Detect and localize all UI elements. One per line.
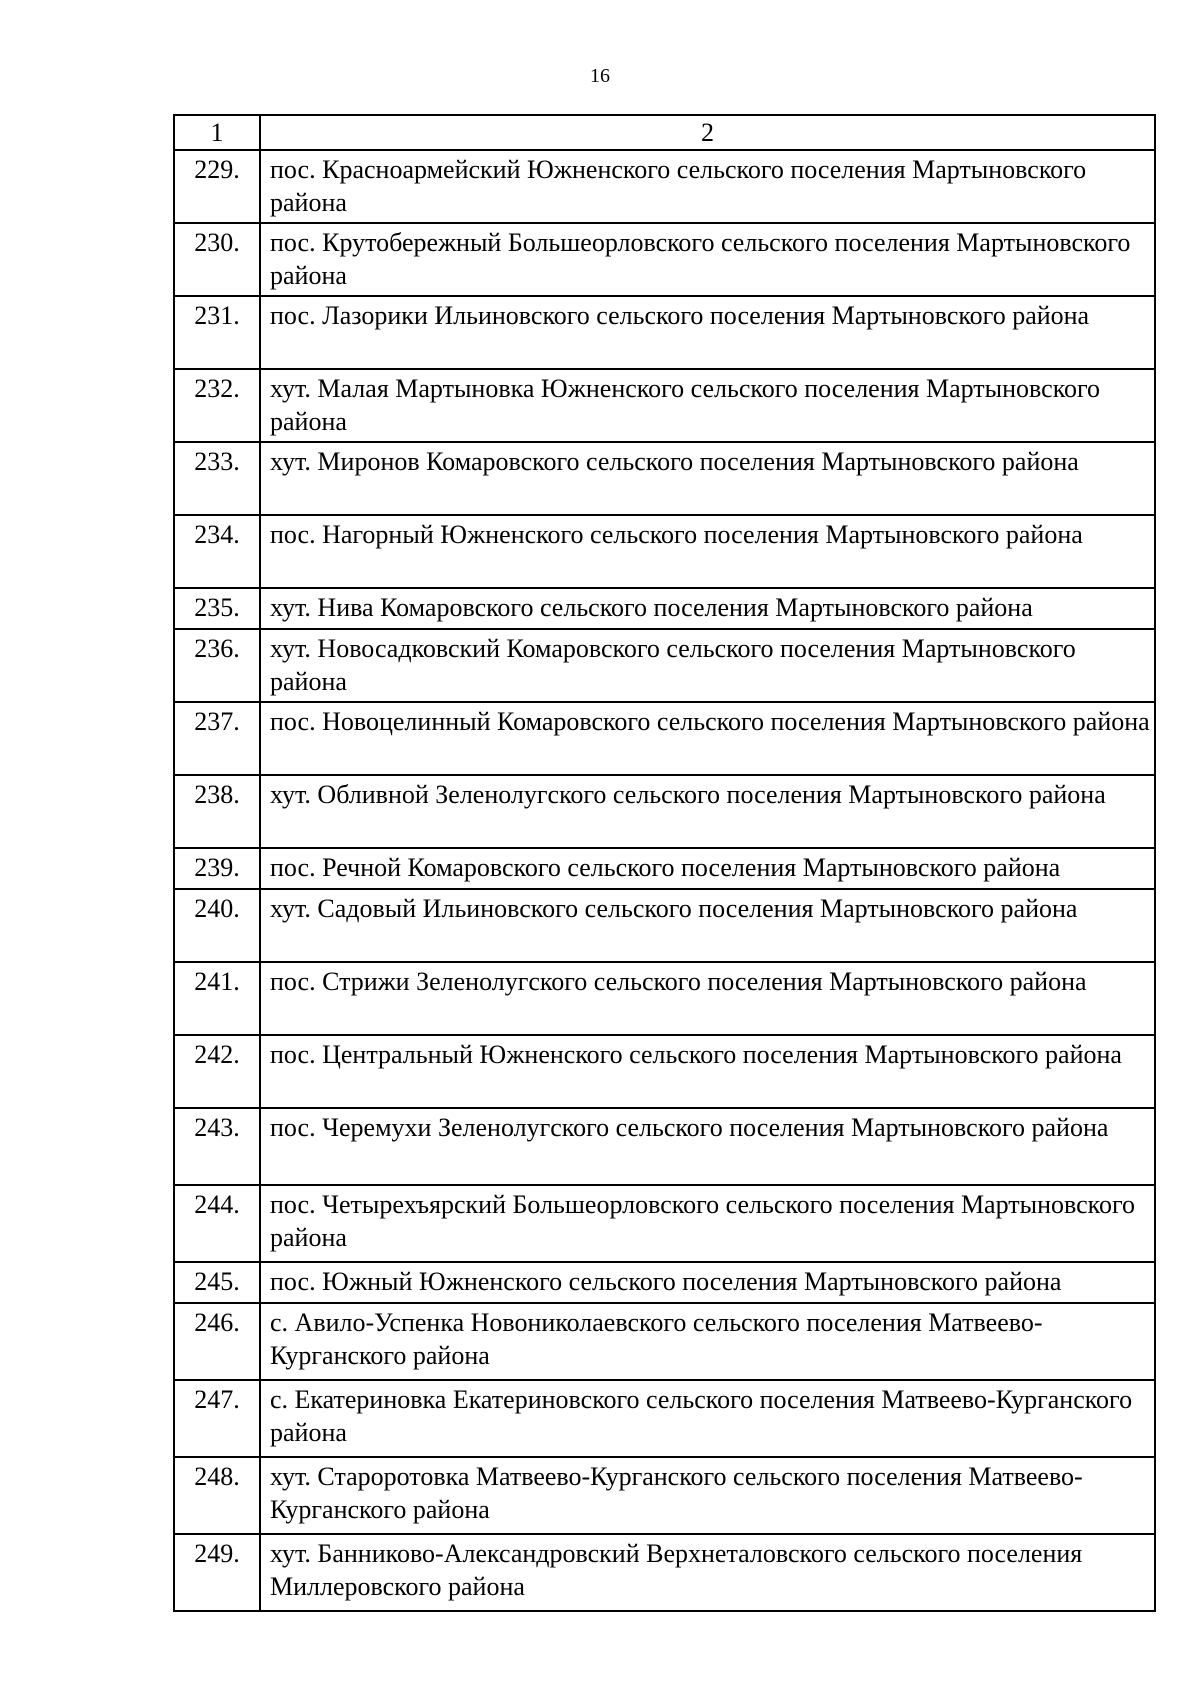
table-row	[174, 775, 1155, 848]
row-number: 244.	[174, 1185, 260, 1262]
row-number: 247.	[174, 1380, 260, 1457]
row-text: пос. Стрижи Зеленолугского сельского поселения Мартыновского района	[260, 962, 1155, 1035]
table-row	[174, 588, 1155, 629]
row-text: хут. Малая Мартыновка Южненского сельского поселения Мартыновского района	[260, 369, 1155, 442]
table-row	[174, 962, 1155, 1035]
row-text: пос. Нагорный Южненского сельского поселения Мартыновского района	[260, 515, 1155, 588]
row-number: 238.	[174, 775, 260, 848]
row-text: пос. Крутобережный Большеорловского сельского поселения Мартыновского района	[260, 223, 1155, 296]
table-row	[174, 223, 1155, 296]
row-number: 236.	[174, 629, 260, 702]
table-row	[174, 848, 1155, 889]
row-number: 240.	[174, 889, 260, 962]
table-row	[174, 296, 1155, 369]
column-header-number: 1	[174, 115, 260, 150]
row-text: хут. Миронов Комаровского сельского поселения Мартыновского района	[260, 442, 1155, 515]
row-number: 231.	[174, 296, 260, 369]
row-number: 246.	[174, 1303, 260, 1380]
row-number: 232.	[174, 369, 260, 442]
table-row	[174, 702, 1155, 775]
row-text: хут. Садовый Ильиновского сельского поселения Мартыновского района	[260, 889, 1155, 962]
table-row	[174, 889, 1155, 962]
row-text: пос. Речной Комаровского сельского поселения Мартыновского района	[260, 848, 1155, 889]
row-text: с. Екатериновка Екатериновского сельского поселения Матвеево-Курганского района	[260, 1380, 1155, 1457]
row-number: 243.	[174, 1108, 260, 1185]
table-row	[174, 1534, 1155, 1611]
row-text: хут. Банниково-Александровский Верхнеталовского сельского поселения Миллеровского района	[260, 1534, 1155, 1611]
table-row	[174, 1262, 1155, 1303]
table-row	[174, 1457, 1155, 1534]
row-number: 239.	[174, 848, 260, 889]
row-text: хут. Новосадковский Комаровского сельского поселения Мартыновского района	[260, 629, 1155, 702]
row-text: с. Авило-Успенка Новониколаевского сельского поселения Матвеево-Курганского района	[260, 1303, 1155, 1380]
table-row	[174, 629, 1155, 702]
column-header-name: 2	[260, 115, 1155, 150]
table-row	[174, 1185, 1155, 1262]
row-number: 229.	[174, 150, 260, 223]
table-row	[174, 515, 1155, 588]
row-number: 233.	[174, 442, 260, 515]
settlements-table	[173, 114, 1156, 1612]
table-header-row	[174, 115, 1155, 150]
row-number: 241.	[174, 962, 260, 1035]
table-row	[174, 150, 1155, 223]
table-row	[174, 1108, 1155, 1185]
table-row	[174, 1303, 1155, 1380]
table-row	[174, 369, 1155, 442]
row-text: пос. Четырехъярский Большеорловского сельского поселения Мартыновского района	[260, 1185, 1155, 1262]
table-row	[174, 1035, 1155, 1108]
row-number: 234.	[174, 515, 260, 588]
row-text: хут. Староротовка Матвеево-Курганского сельского поселения Матвеево-Курганского района	[260, 1457, 1155, 1534]
row-text: пос. Красноармейский Южненского сельского поселения Мартыновского района	[260, 150, 1155, 223]
row-text: пос. Лазорики Ильиновского сельского поселения Мартыновского района	[260, 296, 1155, 369]
row-number: 237.	[174, 702, 260, 775]
row-text: пос. Черемухи Зеленолугского сельского поселения Мартыновского района	[260, 1108, 1155, 1185]
table-row	[174, 1380, 1155, 1457]
row-text: хут. Нива Комаровского сельского поселения Мартыновского района	[260, 588, 1155, 629]
row-number: 245.	[174, 1262, 260, 1303]
page-number: 16	[590, 65, 610, 87]
row-number: 248.	[174, 1457, 260, 1534]
row-text: пос. Южный Южненского сельского поселения Мартыновского района	[260, 1262, 1155, 1303]
row-text: пос. Центральный Южненского сельского поселения Мартыновского района	[260, 1035, 1155, 1108]
row-text: хут. Обливной Зеленолугского сельского поселения Мартыновского района	[260, 775, 1155, 848]
row-number: 249.	[174, 1534, 260, 1611]
row-number: 235.	[174, 588, 260, 629]
row-text: пос. Новоцелинный Комаровского сельского поселения Мартыновского района	[260, 702, 1155, 775]
row-number: 230.	[174, 223, 260, 296]
row-number: 242.	[174, 1035, 260, 1108]
table-row	[174, 442, 1155, 515]
